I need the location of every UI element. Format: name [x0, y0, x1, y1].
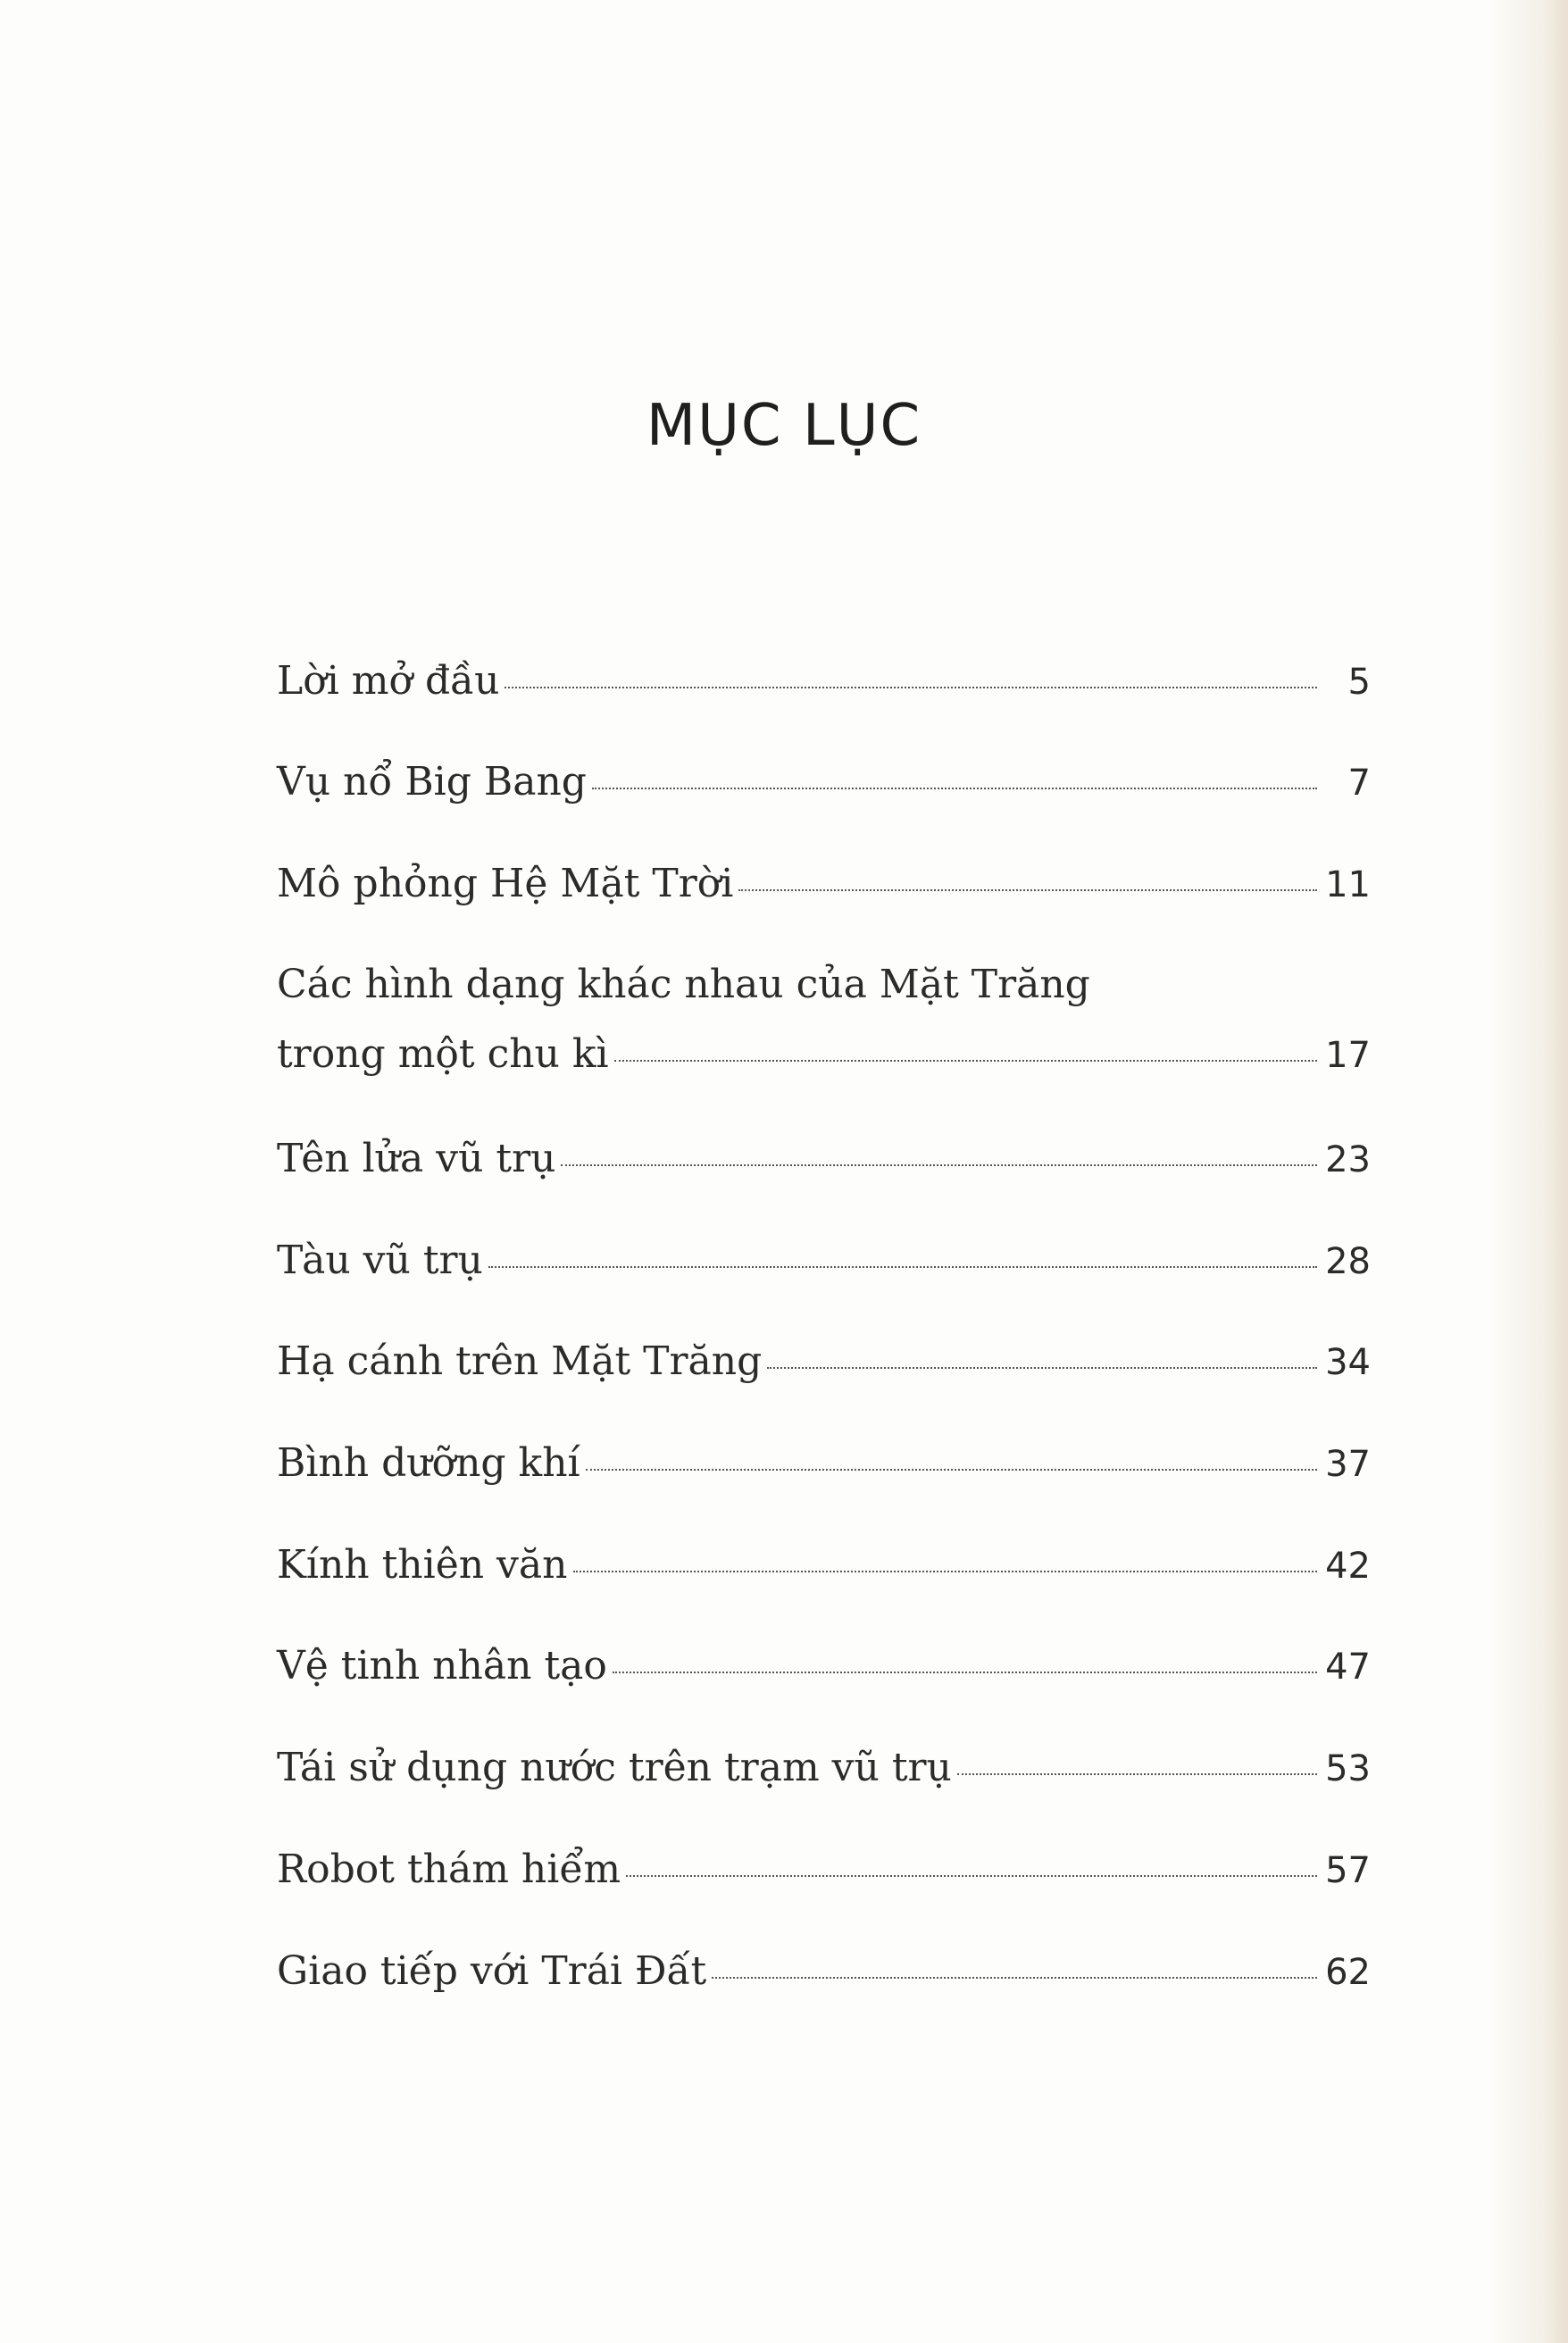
- dot-leader: [614, 1060, 1317, 1062]
- toc-entry-label: Mô phỏng Hệ Mặt Trời: [277, 861, 734, 906]
- dot-leader: [767, 1367, 1317, 1369]
- dot-leader: [957, 1773, 1317, 1775]
- toc-entry-multiline[interactable]: [277, 960, 1371, 1080]
- toc-entry-page: 62: [1325, 1952, 1371, 1993]
- toc-entry-page: 42: [1325, 1546, 1371, 1587]
- toc-entry-label: Lời mở đầu: [277, 658, 500, 704]
- toc-entry-label-line1: Các hình dạng khác nhau của Mặt Trăng: [277, 962, 1090, 1007]
- toc-entry-page: 37: [1325, 1444, 1371, 1485]
- dot-leader: [573, 1571, 1318, 1572]
- toc-entry[interactable]: [277, 1438, 1371, 1489]
- toc-entry-label: Vụ nổ Big Bang: [277, 759, 587, 805]
- toc-entry-page: 23: [1325, 1139, 1371, 1180]
- toc-entry[interactable]: [277, 1236, 1371, 1287]
- dot-leader: [626, 1875, 1317, 1877]
- toc-entry-label: Kính thiên văn: [277, 1542, 568, 1588]
- toc-entry-label: Tên lửa vũ trụ: [277, 1136, 556, 1181]
- toc-entry-page: 17: [1325, 1035, 1371, 1076]
- toc-entry[interactable]: [277, 656, 1371, 707]
- toc-entry[interactable]: [277, 1540, 1371, 1591]
- toc-entry-label: Giao tiếp với Trái Đất: [277, 1948, 707, 1994]
- dot-leader: [712, 1977, 1317, 1979]
- toc-entry-label: trong một chu kì: [277, 1031, 609, 1077]
- page-edge-shadow: [1488, 0, 1568, 2343]
- dot-leader: [488, 1266, 1317, 1268]
- toc-entry-page: 11: [1325, 864, 1371, 905]
- dot-leader: [561, 1164, 1317, 1166]
- toc-entry[interactable]: [277, 859, 1371, 910]
- dot-leader: [613, 1672, 1317, 1673]
- toc-entry-page: 5: [1347, 662, 1371, 703]
- toc-entry[interactable]: [277, 1641, 1371, 1692]
- toc-entry-label: Tái sử dụng nước trên trạm vũ trụ: [277, 1745, 952, 1790]
- toc-entry-page: 34: [1325, 1342, 1371, 1383]
- toc-entry[interactable]: [277, 757, 1371, 808]
- toc-entry-page: 57: [1325, 1850, 1371, 1891]
- toc-entry-label: Vệ tinh nhân tạo: [277, 1643, 607, 1688]
- toc-entry-page: 7: [1347, 763, 1371, 804]
- toc-entry[interactable]: [277, 1337, 1371, 1388]
- page-title: MỤC LỤC: [646, 393, 922, 459]
- toc-entry-page: 47: [1325, 1647, 1371, 1688]
- dot-leader: [586, 1469, 1317, 1471]
- toc-entry-page: 28: [1325, 1241, 1371, 1282]
- dot-leader: [505, 687, 1317, 688]
- toc-entry-label: Bình dưỡng khí: [277, 1440, 580, 1486]
- toc-entry-page: 53: [1325, 1748, 1371, 1789]
- toc-entry[interactable]: [277, 1743, 1371, 1794]
- toc-entry[interactable]: [277, 1845, 1371, 1896]
- dot-leader: [592, 788, 1317, 789]
- dot-leader: [738, 889, 1317, 891]
- toc-entry-label: Hạ cánh trên Mặt Trăng: [277, 1338, 763, 1384]
- toc-entry[interactable]: [277, 1134, 1371, 1185]
- toc-entry[interactable]: [277, 1947, 1371, 1997]
- toc-entry-label: Robot thám hiểm: [277, 1847, 621, 1892]
- toc-entry-label: Tàu vũ trụ: [277, 1238, 483, 1283]
